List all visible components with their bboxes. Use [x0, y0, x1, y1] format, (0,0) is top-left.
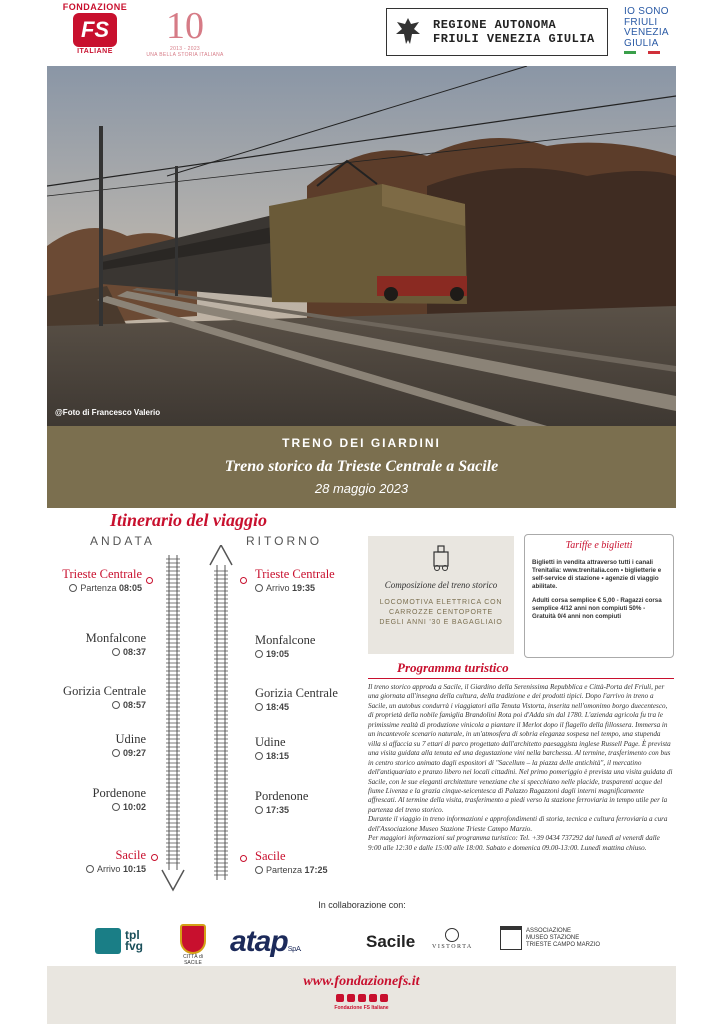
ritorno-time: 18:45: [255, 702, 289, 712]
iosono-line: GIULIA: [624, 37, 659, 49]
train-photo: [47, 66, 676, 426]
clock-icon: [255, 752, 263, 760]
youtube-icon[interactable]: [347, 994, 355, 1002]
andata-station: Udine: [115, 732, 146, 746]
andata-time: 10:02: [112, 802, 146, 812]
tpl-icon: [95, 928, 121, 954]
clock-icon: [255, 650, 263, 658]
anniversary-tagline: UNA BELLA STORIA ITALIANA: [146, 52, 224, 58]
andata-time: 09:27: [112, 748, 146, 758]
clock-icon: [112, 701, 120, 709]
clock-icon: [255, 866, 263, 874]
atap-logo: atapS.p.A.: [230, 925, 301, 958]
programma-paragraph: Il treno storico approda a Sacile, il Giardino della Serenissima Repubblica e Città-Porta del Friuli, per una giornata all'insegna della cultura, della tradizione e dei prodotti tipici. Dopo l'arrivo in treno a Sacile, un autobus condurrà i viaggiatori alla Tenuta Vistorta, inserita nell'omonimo borgo duecentesco, di proprietà della nobile famiglia Brandolini Rota poi d'Adda sin dal 1780. L'azienda agricola fu tra le primissime realtà di produzione vinicola a piantare il Merlot dopo il flagello della fillossera. Immersa in un incantevole scenario naturale, in un'atmosfera di sobria eleganza sospesa nel tempo, una stupenda villa si affaccia su 7 ettari di parco progettato dall'architetto paesaggista inglese Russell Page. È prevista una visita guidata alla tenuta ed una degustazione vini nella barchessa. Al termine, trasferimento con bus in centro storico animato dagli espositori di "Sacellum – la piazza delle antichità", il mercatino dell'antiquariato e pranzo libero nei locali cittadini. Nel primo pomeriggio è prevista una visita guidata di Sacile, con le sue eleganti architetture veneziane che si specchiano nelle placide, trasparenti acque del fiume Livenza e la grazia cinque-seicentesca di Palazzo Ragazzoni dagli interni magnificamente affrescati. Al termine della visita, trasferimento a piedi verso la stazione ferroviaria in tempo utile per la partenza del treno storico.: [368, 683, 673, 814]
iosono-line: VENEZIA: [624, 27, 669, 38]
ritorno-label: RITORNO: [246, 534, 323, 548]
event-title: TRENO DEI GIARDINI: [282, 436, 441, 450]
programma-title: Programma turistico: [397, 660, 509, 675]
flickr-icon[interactable]: [380, 994, 388, 1002]
clock-icon: [112, 803, 120, 811]
tariffe-title: Tariffe e biglietti: [565, 540, 633, 551]
ritorno-station: Pordenone: [255, 789, 309, 803]
station-dot: [240, 577, 247, 584]
ritorno-time: Partenza 17:25: [255, 865, 328, 875]
andata-label: ANDATA: [90, 534, 155, 548]
clock-icon: [112, 648, 120, 656]
fs-logo-mark: FS: [73, 13, 117, 47]
footer-brand: Fondazione FS Italiane: [334, 1005, 389, 1011]
programma-paragraph: Per maggiori informazioni sul programma turistico: Tel. +39 0434 737292 dal lunedì al venerdì dalle 9:00 alle 12:30 e dalle 15:00 alle 18:00. Sabato e domenica 09.00-13:00. Lunedì mattina chiuso.: [368, 834, 660, 852]
tpl-fvg-logo: tpl fvg: [95, 928, 143, 954]
event-subtitle: Treno storico da Trieste Centrale a Sacile: [224, 458, 499, 475]
title-band: [47, 426, 676, 508]
ritorno-station: Gorizia Centrale: [255, 686, 338, 700]
andata-station: Pordenone: [92, 786, 146, 800]
andata-station: Monfalcone: [85, 631, 146, 645]
iosono-line: FRIULI: [624, 16, 658, 28]
andata-station: Trieste Centrale: [62, 567, 142, 581]
fs-logo-bottom: ITALIANE: [77, 48, 113, 55]
ritorno-time: 17:35: [255, 805, 289, 815]
collaboration-label: In collaborazione con:: [318, 900, 406, 910]
steam-locomotive-icon: [431, 544, 451, 572]
twitter-icon[interactable]: [358, 994, 366, 1002]
composition-box: [368, 536, 514, 654]
andata-time: 08:57: [112, 700, 146, 710]
programma-text: [368, 683, 674, 853]
ritorno-station: Sacile: [255, 849, 286, 863]
ritorno-station: Monfalcone: [255, 633, 316, 647]
vistorta-emblem-icon: [445, 928, 459, 942]
fondazione-fs-logo: [60, 2, 130, 64]
tariffe-box: [524, 534, 674, 658]
footer: [47, 966, 676, 1024]
italian-flag-stripe: [624, 51, 660, 54]
clock-icon: [112, 749, 120, 757]
anniversary-years: 2013 - 2023: [170, 46, 200, 52]
andata-station: Gorizia Centrale: [63, 684, 146, 698]
clock-icon: [255, 584, 263, 592]
station-dot: [240, 855, 247, 862]
ritorno-time: 19:05: [255, 649, 289, 659]
clock-icon: [86, 865, 94, 873]
sacile-logo: Sacile: [366, 932, 416, 951]
eagle-icon: [393, 14, 423, 50]
tariffe-channels: Biglietti in vendita attraverso tutti i canali Trenitalia: www.trenitalia.com • biglietterie e self-service di stazione • agenzie di viaggio abilitate.: [532, 559, 662, 590]
anniversary-logo: [135, 6, 235, 60]
ritorno-station: Udine: [255, 735, 286, 749]
track-diagram: [160, 545, 240, 895]
event-date: 28 maggio 2023: [314, 481, 409, 496]
itinerary-title: Itinerario del viaggio: [110, 510, 267, 530]
instagram-icon[interactable]: [369, 994, 377, 1002]
composition-body: LOCOMOTIVA ELETTRICA CON CARROZZE CENTOPORTE DEGLI ANNI '30 E BAGAGLIAIO: [379, 599, 503, 626]
facebook-icon[interactable]: [336, 994, 344, 1002]
andata-time: Partenza 08:05: [69, 583, 142, 593]
website-link[interactable]: www.fondazionefs.it: [303, 974, 420, 989]
vistorta-logo: VISTORTA: [432, 928, 473, 950]
composition-title: Composizione del treno storico: [384, 580, 498, 590]
photo-credit: @Foto di Francesco Valerio: [55, 408, 161, 417]
station-dot: [151, 854, 158, 861]
ritorno-time: 18:15: [255, 751, 289, 761]
programma-divider: [368, 678, 674, 679]
tariffe-prices: Adulti corsa semplice € 5,00 - Ragazzi corsa semplice 4/12 anni non compiuti 50% - Gratuità 0/4 anni non compiuti: [532, 597, 662, 620]
region-logo: [386, 8, 608, 56]
ritorno-time: Arrivo 19:35: [255, 583, 315, 593]
station-dot: [146, 577, 153, 584]
clock-icon: [255, 806, 263, 814]
clock-icon: [69, 584, 77, 592]
building-icon: [500, 926, 522, 950]
iosono-line: IO SONO: [624, 6, 669, 17]
andata-station: Sacile: [115, 848, 146, 862]
programma-paragraph: Durante il viaggio in treno informazioni e approfondimenti di storia, tecnica e cultura ferroviaria a cura dell'Associazione Museo Stazione Trieste Campo Marzio.: [368, 815, 668, 833]
museo-stazione-logo: ASSOCIAZIONE MUSEO STAZIONE TRIESTE CAMPO MARZIO: [500, 926, 600, 950]
shield-icon: [180, 924, 206, 954]
clock-icon: [255, 703, 263, 711]
anniversary-number: 10: [166, 5, 204, 47]
region-line1: REGIONE AUTONOMA: [433, 18, 557, 32]
fs-logo-top: FONDAZIONE: [62, 2, 128, 12]
andata-time: 08:37: [112, 647, 146, 657]
andata-time: Arrivo 10:15: [86, 864, 146, 874]
region-line2: FRIULI VENEZIA GIULIA: [433, 32, 595, 46]
io-sono-fvg-logo: [624, 7, 696, 54]
citta-sacile-logo: CITTÀ di SACILE: [175, 924, 211, 966]
ritorno-station: Trieste Centrale: [255, 567, 335, 581]
